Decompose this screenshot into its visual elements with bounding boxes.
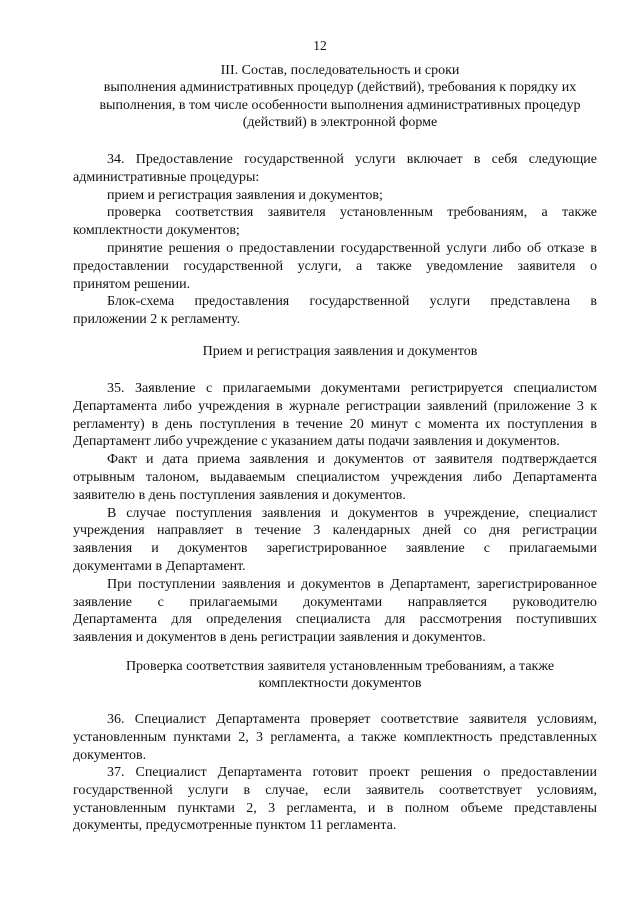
section-title-line: выполнения, в том числе особенности выполнения административных процедур (99, 97, 581, 113)
text-line: предоставлении государственной услуги, а также уведомление заявителя о (73, 258, 597, 274)
text-line: 37. Специалист Департамента готовит проект решения о предоставлении (107, 765, 597, 780)
text-line: Блок-схема предоставления государственной услуги представлена в (107, 294, 597, 310)
text-line: 35. Заявление с прилагаемыми документами регистрируется специалистом (107, 381, 597, 396)
section-title-line: III. Состав, последовательность и сроки (220, 63, 460, 78)
section-title-line: выполнения административных процедур (действий), требования к порядку их (103, 80, 577, 96)
text-line: учреждения направляет в течение 3 календарных дней со дня регистрации (73, 523, 597, 539)
text-line: документы, предусмотренные пунктом 11 регламента. (73, 818, 397, 834)
section-title-line: (действий) в электронной форме (242, 115, 438, 131)
text-line: проверка соответствия заявителя установленным требованиям, а также (107, 205, 597, 221)
text-line: Департамент либо учреждение с указанием даты подачи заявления и документов. (73, 434, 560, 450)
text-line: При поступлении заявления и документов в Департамент, зарегистрированное (107, 576, 597, 592)
subheading-reception (80, 343, 600, 360)
text-line: государственной услуги в случае, если заявитель соответствует условиям, (73, 782, 597, 798)
text-line: заявление с прилагаемыми документами направляется руководителю (73, 594, 597, 610)
paragraph-37 (73, 764, 597, 835)
text-line: установленным пунктами 2, 3 регламента, а также комплектность представленных (73, 729, 597, 745)
text-line: В случае поступления заявления и документов в учреждение, специалист (107, 505, 597, 521)
text-line: приложении 2 к регламенту. (73, 312, 241, 328)
text-line: комплектности документов; (73, 223, 240, 239)
paragraph-36 (73, 711, 597, 764)
subheading-line: Проверка соответствия заявителя установленным требованиям, а также (125, 659, 555, 674)
text-line: документами в Департамент. (73, 558, 246, 574)
paragraph-35 (73, 380, 597, 647)
text-line: принятие решения о предоставлении государственной услуги либо об отказе в (107, 240, 597, 256)
text-line: принятом решении. (73, 276, 191, 292)
text-line: 36. Специалист Департамента проверяет соответствие заявителя условиям, (107, 712, 597, 727)
text-line: заявления и документов в день регистрации заявления и документов. (73, 630, 486, 646)
text-line: отрывным талоном, выдаваемым специалистом учреждения либо Департамента (73, 469, 597, 485)
subheading-line: Прием и регистрация заявления и документов (202, 344, 478, 359)
subheading-line: комплектности документов (258, 676, 422, 692)
page-number: 12 (313, 38, 327, 53)
text-line: административные процедуры: (73, 169, 260, 185)
text-line: регламенту) в день поступления в течение 20 минут с момента их поступления в (73, 416, 597, 432)
text-line: Департамента либо учреждения в журнале регистрации заявлений (приложение 3 к (73, 398, 597, 414)
section-title (80, 62, 600, 132)
text-line: заявления и документов зарегистрированное заявление с прилагаемыми (73, 541, 597, 557)
text-line: установленным пунктами 2, 3 регламента, и в полном объеме представлены (73, 800, 597, 816)
text-line: 34. Предоставление государственной услуги включает в себя следующие (107, 152, 597, 167)
subheading-verification (80, 658, 600, 693)
text-line: прием и регистрация заявления и документов; (107, 187, 383, 203)
text-line: Факт и дата приема заявления и документов от заявителя подтверждается (107, 452, 597, 468)
text-line: заявителю в день поступления заявления и документов. (73, 487, 406, 503)
paragraph-34 (73, 151, 597, 329)
text-line: документов. (73, 747, 147, 763)
text-line: Департамента для определения специалиста для рассмотрения поступивших (73, 612, 597, 628)
